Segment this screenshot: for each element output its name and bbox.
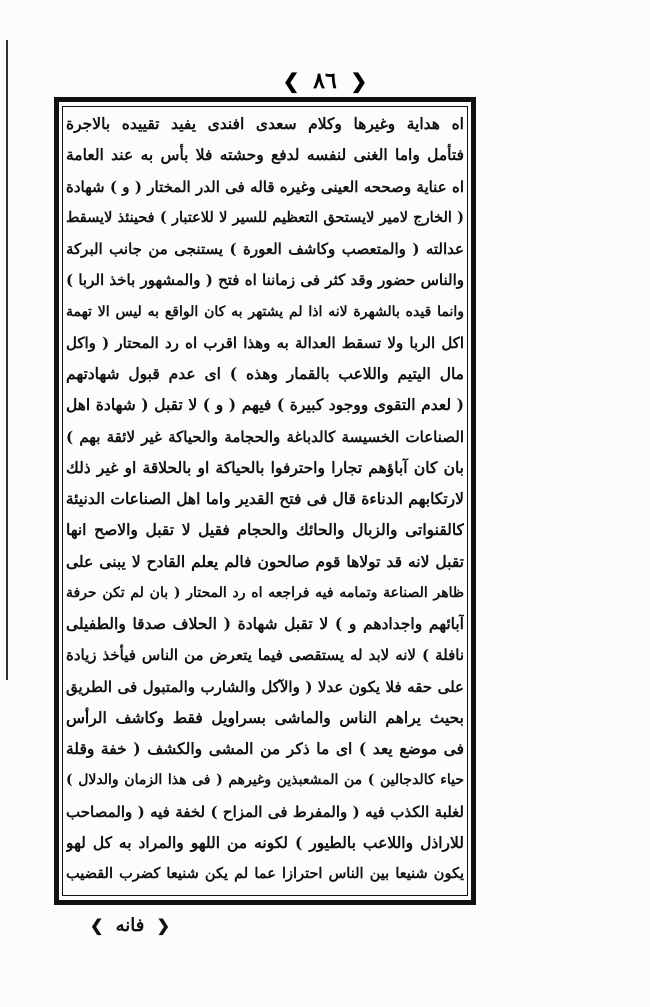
text-line: اكل الربا ولا تسقط العدالة به وهذا اقرب اه رد المحتار ( واكل [66, 333, 464, 352]
text-line: ( لعدم التقوى ووجود كبيرة ) فيهم ( و ) لا تقبل ( شهادة اهل [66, 395, 464, 415]
text-line: والناس حضور وقد كثر فى زماننا اه فتح ( والمشهور باخذ الربا ) [66, 271, 464, 290]
text-line: عدالته ( والمتعصب وكاشف العورة ) يستنجى من جانب البركة [66, 240, 464, 258]
text-block [66, 112, 464, 892]
text-line: ( الخارج لامير لايستحق التعظيم للسير لا للاعتبار ) فحينئذ لايسقط [66, 208, 464, 226]
ornament-left-icon: ❮ [156, 916, 171, 935]
text-line: لارتكابهم الدناءة قال فى فتح القدير واما اهل الصناعات الدنيئة [66, 489, 464, 508]
text-line: فى موضع يعد ) اى ما ذكر من المشى والكشف ( خفة وقلة [66, 739, 464, 758]
page-number: ٨٦ [313, 68, 337, 94]
text-line: آبائهم واجدادهم و ) لا تقبل شهادة ( الحلاف صدقا والطفيلى [66, 614, 464, 633]
text-line: لغلبة الكذب فيه ( والمفرط فى المزاح ) لخفة فيه ( والمصاحب [66, 802, 464, 821]
text-line: كالقنواتى والزبال والحائك والحجام فقيل لا تقبل والاصح انها [66, 520, 464, 540]
ornament-left-icon: ❮ [282, 69, 300, 93]
text-line: الصناعات الخسيسة كالدباغة والحجامة والحياكة غير لائقة بهم ) [66, 427, 464, 446]
text-line: حياء كالدجالين ) من المشعبذين وغيرهم ( فى هذا الزمان والدلال ) [66, 772, 464, 789]
ornament-right-icon: ❯ [89, 916, 104, 935]
text-line: مال اليتيم واللاعب بالقمار وهذه ) اى عدم قبول شهادتهم [66, 364, 464, 383]
text-line: اه هداية وغيرها وكلام سعدى افندى يفيد تقييده بالاجرة [66, 114, 464, 133]
text-line: ظاهر الصناعة وتمامه فيه فراجعه اه رد المحتار ( بان لم تكن حرفة [66, 584, 464, 601]
ornament-right-icon: ❯ [350, 69, 368, 93]
catchword: فانه [115, 915, 145, 936]
text-line: بحيث يراهم الناس والماشى بسراويل فقط وكاشف الرأس [66, 707, 464, 727]
text-line: اه عناية وصححه العينى وغيره قاله فى الدر المختار ( و ) شهادة [66, 177, 464, 196]
catchword-footer [60, 915, 200, 936]
text-line: بان كان آباؤهم تجارا واحترفوا بالحياكة او بالحلاقة او غير ذلك [66, 457, 464, 477]
margin-rule [6, 40, 8, 680]
page-number-header [0, 68, 650, 94]
text-line: يكون شنيعا بين الناس احترازا عما لم يكن شنيعا كضرب القضيب [66, 865, 464, 882]
text-line: للاراذل واللاعب بالطيور ) لكونه من اللهو والمراد به كل لهو [66, 832, 464, 852]
text-line: فتأمل واما الغنى لنفسه لدفع وحشته فلا بأس به عند العامة [66, 145, 464, 165]
text-line: وانما قيده بالشهرة لانه اذا لم يشتهر به كان الواقع به ليس الا تهمة [66, 303, 464, 320]
text-line: على حقه فلا يكون عدلا ( والآكل والشارب والمتبول فى الطريق [66, 677, 464, 696]
text-line: نافلة ) لانه لابد له يستقصى فيما يتعرض من الناس فيأخذ زيادة [66, 646, 464, 665]
text-line: تقبل لانه قد تولاها قوم صالحون فالم يعلم القادح لا يبنى على [66, 551, 464, 571]
